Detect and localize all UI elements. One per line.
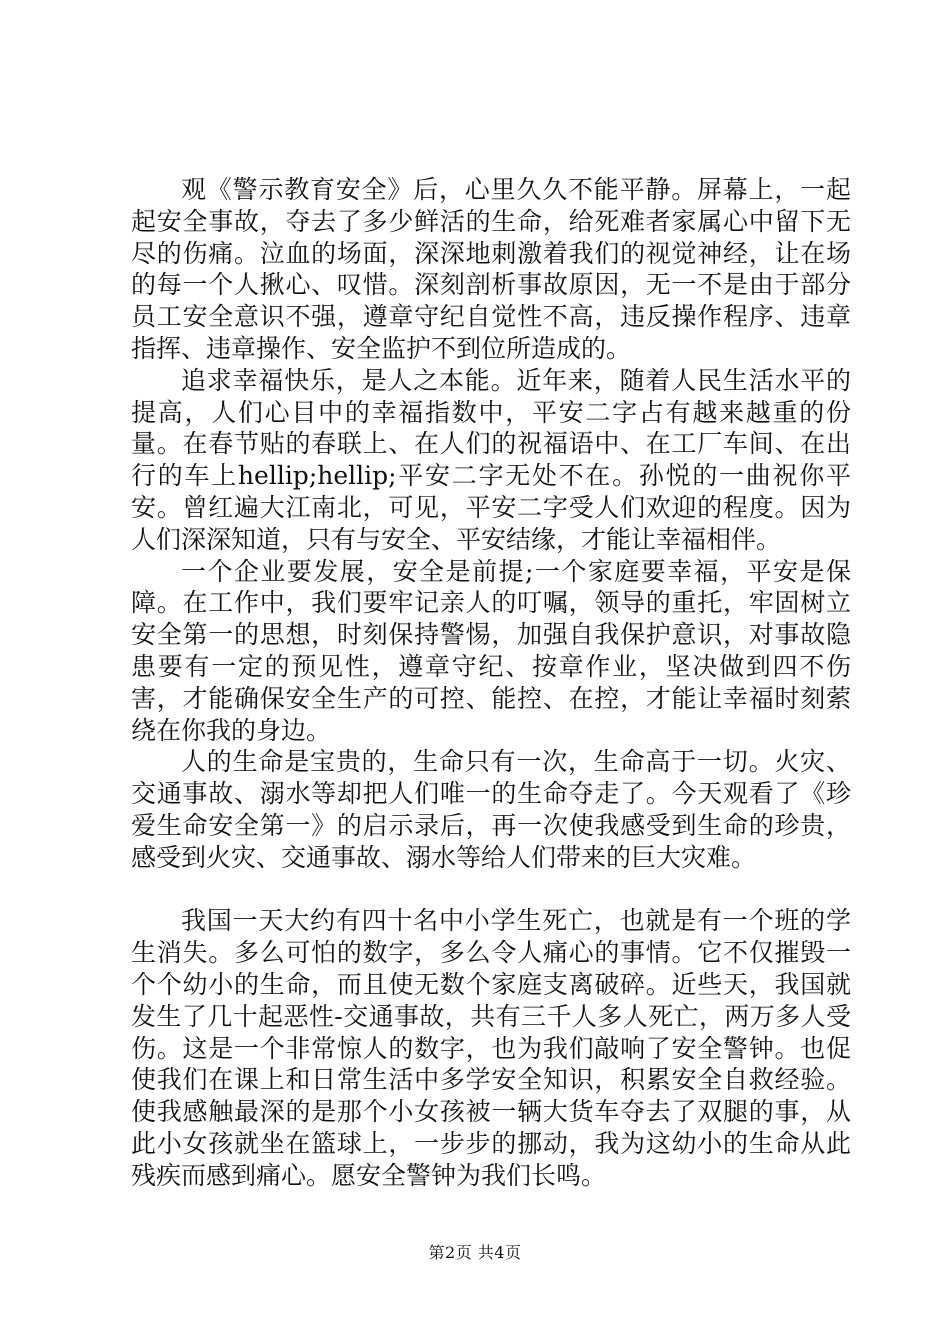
paragraph-student-safety: 我国一天大约有四十名中小学生死亡，也就是有一个班的学生消失。多么可怕的数字，多么令人痛心的事情。它不仅摧毁一个个幼小的生命，而且使无数个家庭支离破碎。近些天，我国就发生了几十起恶性-交通事故，共有三千人多人死亡，两万多人受伤。这是一个非常惊人的数字，也为我们敲响了安全警钟。也促使我们在课上和日常生活中多学安全知识，积累安全自救经验。使我感触最深的是那个小女孩被一辆大货车夺去了双腿的事，从此小女孩就坐在篮球上，一步步的挪动，我为这幼小的生命从此残疾而感到痛心。愿安全警钟为我们长鸣。: [131, 906, 851, 1190]
document-body: [131, 174, 851, 1192]
paragraph-enterprise-safety: 一个企业要发展，安全是前提;一个家庭要幸福，平安是保障。在工作中，我们要牢记亲人的叮嘱，领导的重托，牢固树立安全第一的思想，时刻保持警惕，加强自我保护意识，对事故隐患要有一定的预见性，遵章守纪、按章作业，坚决做到四不伤害，才能确保安全生产的可控、能控、在控，才能让幸福时刻萦绕在你我的身边。: [131, 556, 851, 745]
page-number-footer: 第2页 共4页: [428, 1243, 522, 1262]
paragraph-pursuit-of-happiness: 追求幸福快乐，是人之本能。近年来，随着人民生活水平的提高，人们心目中的幸福指数中，平安二字占有越来越重的份量。在春节贴的春联上、在人们的祝福语中、在工厂车间、在出行的车上hellip;hellip;平安二字无处不在。孙悦的一曲祝你平安。曾红遍大江南北，可见，平安二字受人们欢迎的程度。因为人们深深知道，只有与安全、平安结缘，才能让幸福相伴。: [131, 365, 851, 554]
paragraph-warning-education: 观《警示教育安全》后，心里久久不能平静。屏幕上，一起起安全事故，夺去了多少鲜活的生命，给死难者家属心中留下无尽的伤痛。泣血的场面，深深地刺激着我们的视觉神经，让在场的每一个人揪心、叹惜。深刻剖析事故原因，无一不是由于部分员工安全意识不强，遵章守纪自觉性不高，违反操作程序、违章指挥、违章操作、安全监护不到位所造成的。: [131, 175, 851, 363]
paragraph-value-of-life: 人的生命是宝贵的，生命只有一次，生命高于一切。火灾、交通事故、溺水等却把人们唯一的生命夺走了。今天观看了《珍爱生命安全第一》的启示录后，再一次使我感受到生命的珍贵，感受到火灾、交通事故、溺水等给人们带来的巨大灾难。: [131, 747, 851, 872]
